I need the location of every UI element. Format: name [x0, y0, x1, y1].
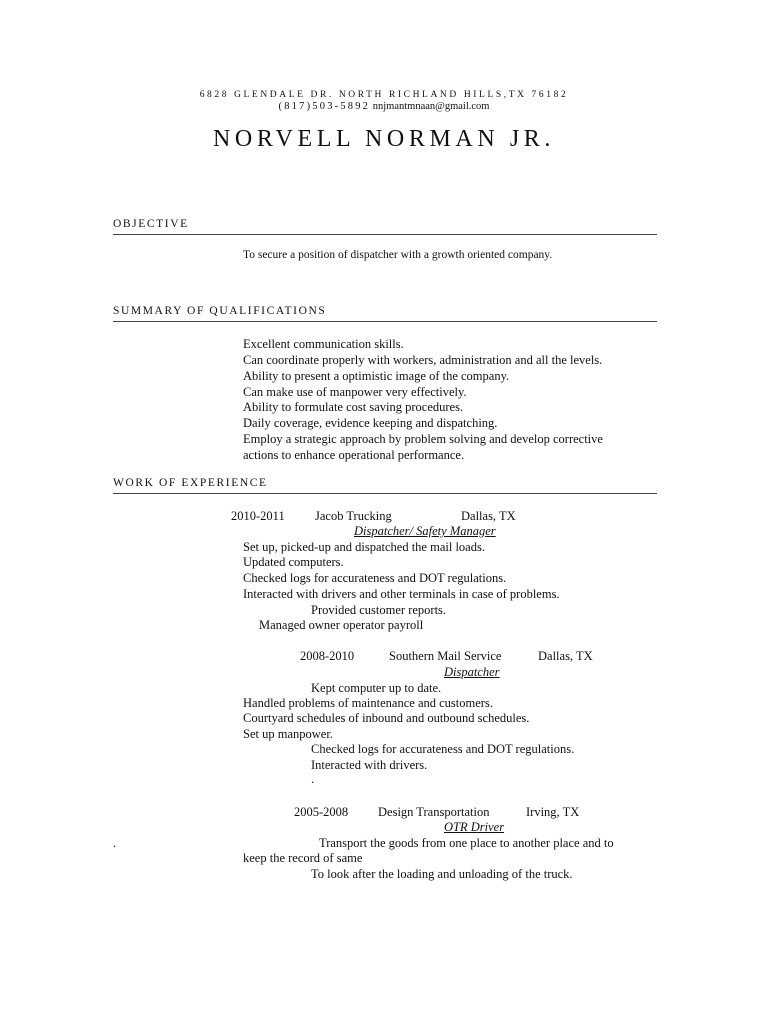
- job-duty: To look after the loading and unloading of the truck.: [311, 867, 573, 881]
- job-duty: Interacted with drivers.: [311, 758, 428, 772]
- qualifications-heading: SUMMARY OF QUALIFICATIONS: [113, 305, 327, 317]
- qualification-item: Ability to present a optimistic image of the company.: [243, 369, 510, 383]
- job-company: Design Transportation: [378, 805, 490, 819]
- job-location: Dallas, TX: [461, 509, 516, 523]
- job-company: Southern Mail Service: [389, 649, 502, 663]
- job-duty: .: [311, 772, 315, 786]
- qualifications-divider: [113, 321, 657, 322]
- qualification-item: Ability to formulate cost saving procedures.: [243, 400, 464, 414]
- address: 6828 GLENDALE DR. NORTH RICHLAND HILLS,TX 76182: [199, 90, 569, 100]
- qualification-item: Excellent communication skills.: [243, 337, 404, 351]
- job-location: Dallas, TX: [538, 649, 593, 663]
- objective-text: To secure a position of dispatcher with a growth oriented company.: [243, 249, 553, 261]
- qualification-item: Employ a strategic approach by problem solving and develop corrective: [243, 432, 603, 446]
- qualification-item: Daily coverage, evidence keeping and dispatching.: [243, 416, 498, 430]
- job-duty: Interacted with drivers and other terminals in case of problems.: [243, 587, 560, 601]
- job-company: Jacob Trucking: [315, 509, 392, 523]
- contact-line: [0, 101, 768, 112]
- job-duty: Checked logs for accurateness and DOT regulations.: [243, 571, 507, 585]
- email: nnjmantmnaan@gmail.com: [372, 101, 490, 112]
- job-duty: Handled problems of maintenance and customers.: [243, 696, 493, 710]
- objective-divider: [113, 234, 657, 235]
- job-duty: Transport the goods from one place to another place and to: [319, 836, 614, 850]
- job-duty: Provided customer reports.: [311, 603, 447, 617]
- objective-heading: OBJECTIVE: [113, 218, 189, 230]
- job-years: 2008-2010: [300, 649, 355, 663]
- qualification-item: Can make use of manpower very effectively.: [243, 385, 467, 399]
- job-duty: Updated computers.: [243, 555, 344, 569]
- stray-mark: .: [113, 836, 117, 850]
- experience-heading: WORK OF EXPERIENCE: [113, 477, 268, 489]
- job-duty: Managed owner operator payroll: [259, 618, 424, 632]
- job-role: OTR Driver: [444, 820, 505, 834]
- job-duty: Checked logs for accurateness and DOT regulations.: [311, 742, 575, 756]
- job-years: 2005-2008: [294, 805, 349, 819]
- candidate-name: NORVELL NORMAN JR.: [213, 126, 555, 152]
- qualification-item: actions to enhance operational performance.: [243, 448, 465, 462]
- job-location: Irving, TX: [526, 805, 580, 819]
- job-duty: Set up manpower.: [243, 727, 333, 741]
- job-role: Dispatcher: [444, 665, 500, 679]
- job-duty: Set up, picked-up and dispatched the mail loads.: [243, 540, 485, 554]
- job-years: 2010-2011: [231, 509, 285, 523]
- job-duty: Kept computer up to date.: [311, 681, 442, 695]
- qualification-item: Can coordinate properly with workers, administration and all the levels.: [243, 353, 603, 367]
- job-duty: Courtyard schedules of inbound and outbound schedules.: [243, 711, 530, 725]
- phone: (817)503-5892: [278, 101, 371, 112]
- job-duty: keep the record of same: [243, 851, 363, 865]
- experience-divider: [113, 493, 657, 494]
- job-role: Dispatcher/ Safety Manager: [354, 524, 496, 538]
